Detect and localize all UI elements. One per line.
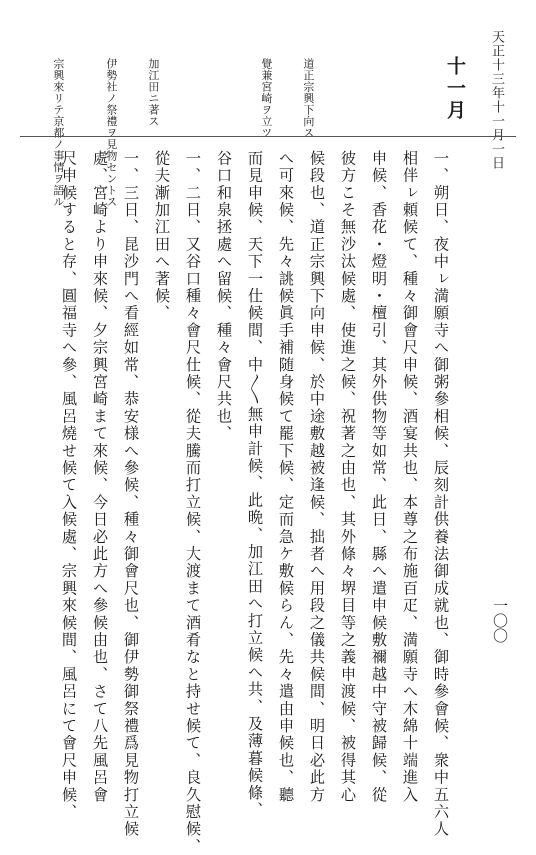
body-line: 而見申候、天下一仕候間、中〳〵無申計候、此晩、加江田へ打立候へ共、及薄暮候條、 bbox=[246, 150, 264, 819]
body-line: 一、朔日、夜中ㇾ満願寺へ御粥參相候、辰刻計供養法御成就也、御時參會候、衆中五六人 bbox=[432, 150, 450, 838]
running-head: 天正十三年十一月一日 bbox=[489, 30, 504, 170]
side-note: 覺兼宮崎ヲ立ツ bbox=[259, 58, 273, 139]
body-line: 候段也、道正宗興下向申候、於中途敷越被逢候、拙者へ用段之儀共候間、明日必此方 bbox=[308, 150, 326, 804]
side-note: 道正宗興下向ス bbox=[301, 58, 315, 139]
body-line: 從夫漸加江田へ著候、 bbox=[153, 150, 171, 322]
body-line: 處、宮崎より申來候、夕宗興宮崎まて來候、今日必此方へ參候由也、さて八先風呂會 bbox=[91, 150, 109, 804]
body-line: 一、二日、又谷口種々會尺仕候、從夫騰而打立候、大渡まて酒肴なと持せ候て、良久慰候、 bbox=[184, 150, 202, 855]
body-line: 尺申候すると存、圓福寺へ參、風呂燒せ候て入候處、宗興來候間、風呂にて會尺申候、 bbox=[60, 150, 78, 821]
body-line: へ可來候、先々誂候眞手補随身候て罷下候、定而急ケ敷候らん、先々遣由申候也、聽 bbox=[277, 150, 295, 804]
body-line: 一、三日、昆沙門へ看經如常、恭安様へ參候、種々御會尺也、御伊勢御祭禮爲見物打立候 bbox=[122, 150, 140, 838]
side-note: 宗興來リテ京都ノ事情ヲ語ル bbox=[51, 58, 65, 208]
section-divider bbox=[20, 136, 516, 137]
body-line: 彼方こそ無沙汰候處、使進之候、祝著之由也、其外條々堺目等之義申渡候、被得其心 bbox=[339, 150, 357, 804]
body-line: 申候、香花・燈明・檀引、其外供物等如常、此日、縣へ遣申候敷禰越中守被歸候、從 bbox=[370, 150, 388, 804]
page-number: 一〇〇 bbox=[491, 598, 509, 643]
body-line: 相伴ㇾ頼候て、種々御會尺申候、酒宴共也、本尊之布施百疋、満願寺へ木綿十端進入 bbox=[401, 150, 419, 804]
body-line: 谷口和泉拯處へ留候、種々會尺共也、 bbox=[215, 150, 233, 443]
side-note: 加江田ニ著ス bbox=[146, 58, 160, 127]
side-note: 伊勢社ノ祭禮ヲ見物セントス bbox=[104, 58, 118, 208]
month-heading: 十一月 bbox=[444, 56, 466, 122]
